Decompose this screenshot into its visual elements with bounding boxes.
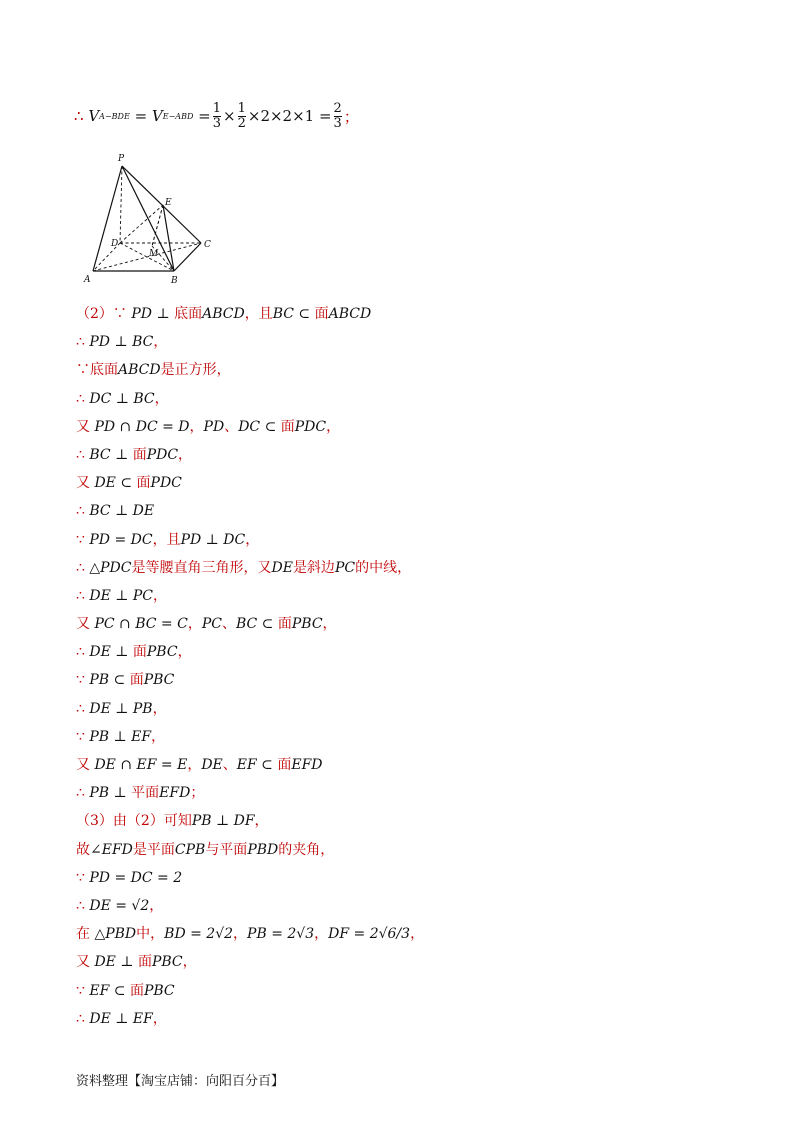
math-expression: BC ⊂ (272, 306, 315, 322)
proof-text: ∴ (76, 700, 90, 717)
edge-PC (122, 166, 201, 243)
proof-text: 、 (221, 616, 236, 633)
proof-line (76, 638, 736, 666)
proof-lines (76, 300, 736, 1033)
proof-text: ， (182, 954, 197, 971)
proof-text: ∴ (76, 897, 90, 914)
math-expression: DE (271, 559, 293, 576)
proof-text: ， (187, 616, 202, 633)
proof-text: （2）∵ (76, 306, 132, 322)
edge-AC (93, 243, 201, 271)
proof-text: ， (187, 757, 202, 773)
proof-text: 面 (280, 418, 295, 435)
proof-text: ，且 (244, 306, 273, 322)
proof-line (76, 554, 736, 582)
footer-text: 资料整理【淘宝店铺：向阳百分百】 (76, 1074, 285, 1089)
label-M: M (149, 249, 159, 259)
proof-text: 面 (314, 306, 329, 322)
proof-line (76, 469, 736, 497)
math-expression: PB ⊥ DF (191, 813, 255, 830)
proof-text: 与平面 (205, 841, 248, 858)
proof-text: ， (326, 418, 341, 435)
proof-line (76, 695, 736, 723)
volume-mid-subscript: E−ABD (162, 111, 194, 121)
fraction-numerator: 1 (237, 100, 246, 116)
fraction-one-half (238, 102, 246, 131)
proof-line (76, 751, 736, 779)
proof-text: ， (178, 446, 193, 463)
math-expression: DF = 2√6/3 (328, 926, 411, 943)
math-expression: PBC (143, 672, 175, 689)
proof-text: ， (152, 700, 167, 717)
math-expression: DE = √2 (89, 897, 150, 914)
proof-text: ， (410, 926, 425, 943)
proof-text: 面 (136, 475, 151, 492)
proof-text: （3）由（2）可知 (76, 813, 192, 830)
proof-text: ， (154, 390, 169, 407)
proof-text: 、 (222, 757, 237, 773)
proof-text: ∴ (76, 446, 90, 463)
proof-text: 面 (277, 757, 292, 773)
proof-text: 、 (224, 418, 239, 435)
math-expression: EF ⊂ (236, 757, 278, 773)
proof-line (76, 864, 736, 892)
proof-text: 是平面 (132, 841, 175, 858)
proof-text: ， (322, 616, 337, 633)
proof-text: ， (151, 728, 166, 745)
proof-text: 面 (129, 982, 144, 999)
proof-text: ， (233, 926, 248, 943)
math-expression: PC (201, 616, 222, 633)
proof-text: 面 (132, 644, 147, 661)
math-expression: PBC (151, 954, 183, 971)
proof-text: ， (177, 644, 192, 661)
math-expression: DE ∩ EF = E (94, 757, 188, 773)
proof-text: 平面 (131, 785, 160, 802)
math-expression: PC ∩ BC = C (94, 616, 188, 633)
semicolon: ； (343, 107, 359, 126)
math-expression: CPB (174, 841, 206, 858)
math-expression: BD = 2√2 (164, 926, 234, 943)
proof-line (76, 666, 736, 694)
proof-text: 故 (76, 841, 90, 858)
fraction-numerator: 1 (212, 100, 222, 116)
edge-EM (152, 205, 163, 246)
label-D: D (111, 239, 119, 249)
math-expression: PBC (143, 982, 175, 999)
math-expression: DE ⊥ (94, 954, 138, 971)
proof-text: ∴ (76, 390, 90, 407)
proof-text: ， (245, 531, 260, 548)
proof-text: 是斜边 (292, 559, 335, 576)
proof-text: ∵底面 (76, 362, 118, 379)
proof-text: ∵ (76, 728, 90, 745)
proof-text: ∵ (76, 982, 90, 999)
proof-text: 面 (129, 672, 144, 689)
proof-line (76, 723, 736, 751)
proof-line (76, 920, 736, 948)
proof-text: 的夹角， (278, 841, 335, 858)
math-expression: △PBD (94, 926, 137, 943)
times-sign: × (223, 107, 236, 125)
product-rest: ×2×2×1 = (247, 107, 332, 125)
proof-text: ∴ (76, 503, 90, 520)
math-expression: PB ⊥ (89, 785, 132, 802)
math-expression: PD = DC (89, 531, 153, 548)
math-expression: PD = DC = 2 (89, 869, 183, 886)
edge-BC (174, 243, 201, 271)
proof-text: 是正方形， (160, 362, 231, 379)
volume-formula (74, 96, 359, 136)
math-expression: PD ⊥ (131, 306, 175, 322)
equals-sign: = (198, 107, 211, 125)
proof-text: 的中线， (355, 559, 412, 576)
fraction-denominator: 2 (237, 115, 246, 131)
proof-line (76, 441, 736, 469)
proof-line (76, 356, 736, 384)
proof-text: ∴ (76, 785, 90, 802)
proof-text: ∴ (76, 587, 90, 604)
math-expression: PD ⊥ BC (89, 334, 154, 351)
proof-text: ∴ (76, 644, 90, 661)
math-expression: EF ⊂ (89, 982, 130, 999)
proof-line (76, 779, 736, 807)
label-C: C (204, 240, 211, 250)
proof-text: 底面 (174, 306, 203, 322)
proof-text: ， (314, 926, 329, 943)
math-expression: PDC (294, 418, 327, 435)
proof-line (76, 385, 736, 413)
math-expression: ABCD (328, 306, 372, 322)
math-expression: EFD (159, 785, 191, 802)
volume-lhs-subscript: A−BDE (99, 111, 130, 121)
proof-text: 面 (132, 446, 147, 463)
math-expression: △PDC (89, 559, 132, 576)
fraction-two-thirds (334, 102, 342, 131)
math-expression: EFD (291, 757, 323, 773)
proof-text: ， (153, 334, 168, 351)
proof-text: ∵ (76, 531, 90, 548)
volume-mid: = V (134, 107, 163, 125)
label-P: P (118, 154, 125, 164)
proof-line (76, 807, 736, 835)
proof-line (76, 497, 736, 525)
proof-line (76, 948, 736, 976)
proof-line (76, 610, 736, 638)
proof-line (76, 836, 736, 864)
math-expression: DE ⊂ (94, 475, 137, 492)
proof-text: ， (153, 587, 168, 604)
edge-PB (122, 166, 174, 271)
edge-PD (120, 166, 122, 243)
math-expression: PBC (291, 616, 323, 633)
proof-line (76, 300, 736, 328)
math-expression: ∠EFD (90, 841, 133, 858)
math-expression: DE ⊥ (89, 644, 133, 661)
proof-text: ∵ (76, 869, 90, 886)
math-expression: PB = 2√3 (247, 926, 315, 943)
math-expression: DC ⊂ (238, 418, 281, 435)
proof-line (76, 328, 736, 356)
label-A: A (84, 275, 91, 285)
math-expression: PDC (146, 446, 179, 463)
proof-text: 又 (76, 616, 95, 633)
edge-DE (120, 205, 163, 243)
proof-text: ，且 (152, 531, 181, 548)
math-expression: PC (334, 559, 356, 576)
proof-line (76, 526, 736, 554)
proof-text: ∴ (76, 334, 90, 351)
math-expression: PD ⊥ DC (180, 531, 246, 548)
proof-text: 面 (277, 616, 292, 633)
proof-text: 又 (76, 757, 95, 773)
math-expression: BC ⊂ (235, 616, 278, 633)
math-expression: BC ⊥ (89, 446, 133, 463)
math-expression: PD ∩ DC = D (94, 418, 190, 435)
proof-text: 在 (76, 926, 95, 943)
proof-line (76, 413, 736, 441)
proof-text: 又 (76, 475, 95, 492)
fraction-denominator: 3 (212, 115, 222, 131)
proof-text: 是等腰直角三角形，又 (131, 559, 272, 576)
proof-text: 又 (76, 418, 95, 435)
proof-text: ， (189, 418, 204, 435)
fraction-numerator: 2 (333, 100, 342, 116)
proof-text: ∵ (76, 672, 90, 689)
label-B: B (171, 276, 178, 286)
math-expression: ABCD (118, 362, 161, 379)
math-expression: ABCD (202, 306, 245, 322)
math-expression: DE (201, 757, 223, 773)
proof-text: 面 (137, 954, 152, 971)
math-expression: PBC (146, 644, 178, 661)
edge-PA (93, 166, 122, 271)
fraction-denominator: 3 (333, 115, 342, 131)
proof-line (76, 582, 736, 610)
math-expression: DE ⊥ PC (89, 587, 154, 604)
volume-lhs: V (88, 107, 100, 125)
proof-text: ∴ (76, 559, 90, 576)
math-expression: BC ⊥ DE (89, 503, 155, 520)
label-E: E (165, 198, 172, 208)
proof-text: 中， (136, 926, 165, 943)
proof-text: 又 (76, 954, 95, 971)
math-expression: PDC (150, 475, 182, 492)
math-expression: DE ⊥ PB (89, 700, 153, 717)
proof-text: ； (190, 785, 205, 802)
pyramid-figure (80, 150, 220, 290)
proof-text: ， (152, 1010, 167, 1027)
math-expression: DC ⊥ BC (89, 390, 155, 407)
proof-line (76, 892, 736, 920)
proof-line (76, 977, 736, 1005)
proof-text: ∴ (76, 1010, 90, 1027)
proof-line (76, 1005, 736, 1033)
math-expression: PB ⊂ (89, 672, 130, 689)
math-expression: PD (203, 418, 225, 435)
math-expression: PB ⊥ EF (89, 728, 152, 745)
proof-text: ， (149, 897, 164, 914)
proof-text: ， (254, 813, 269, 830)
math-expression: DE ⊥ EF (89, 1010, 153, 1027)
math-expression: PBD (247, 841, 279, 858)
fraction-one-third (213, 102, 221, 131)
therefore-symbol: ∴ (74, 107, 84, 125)
